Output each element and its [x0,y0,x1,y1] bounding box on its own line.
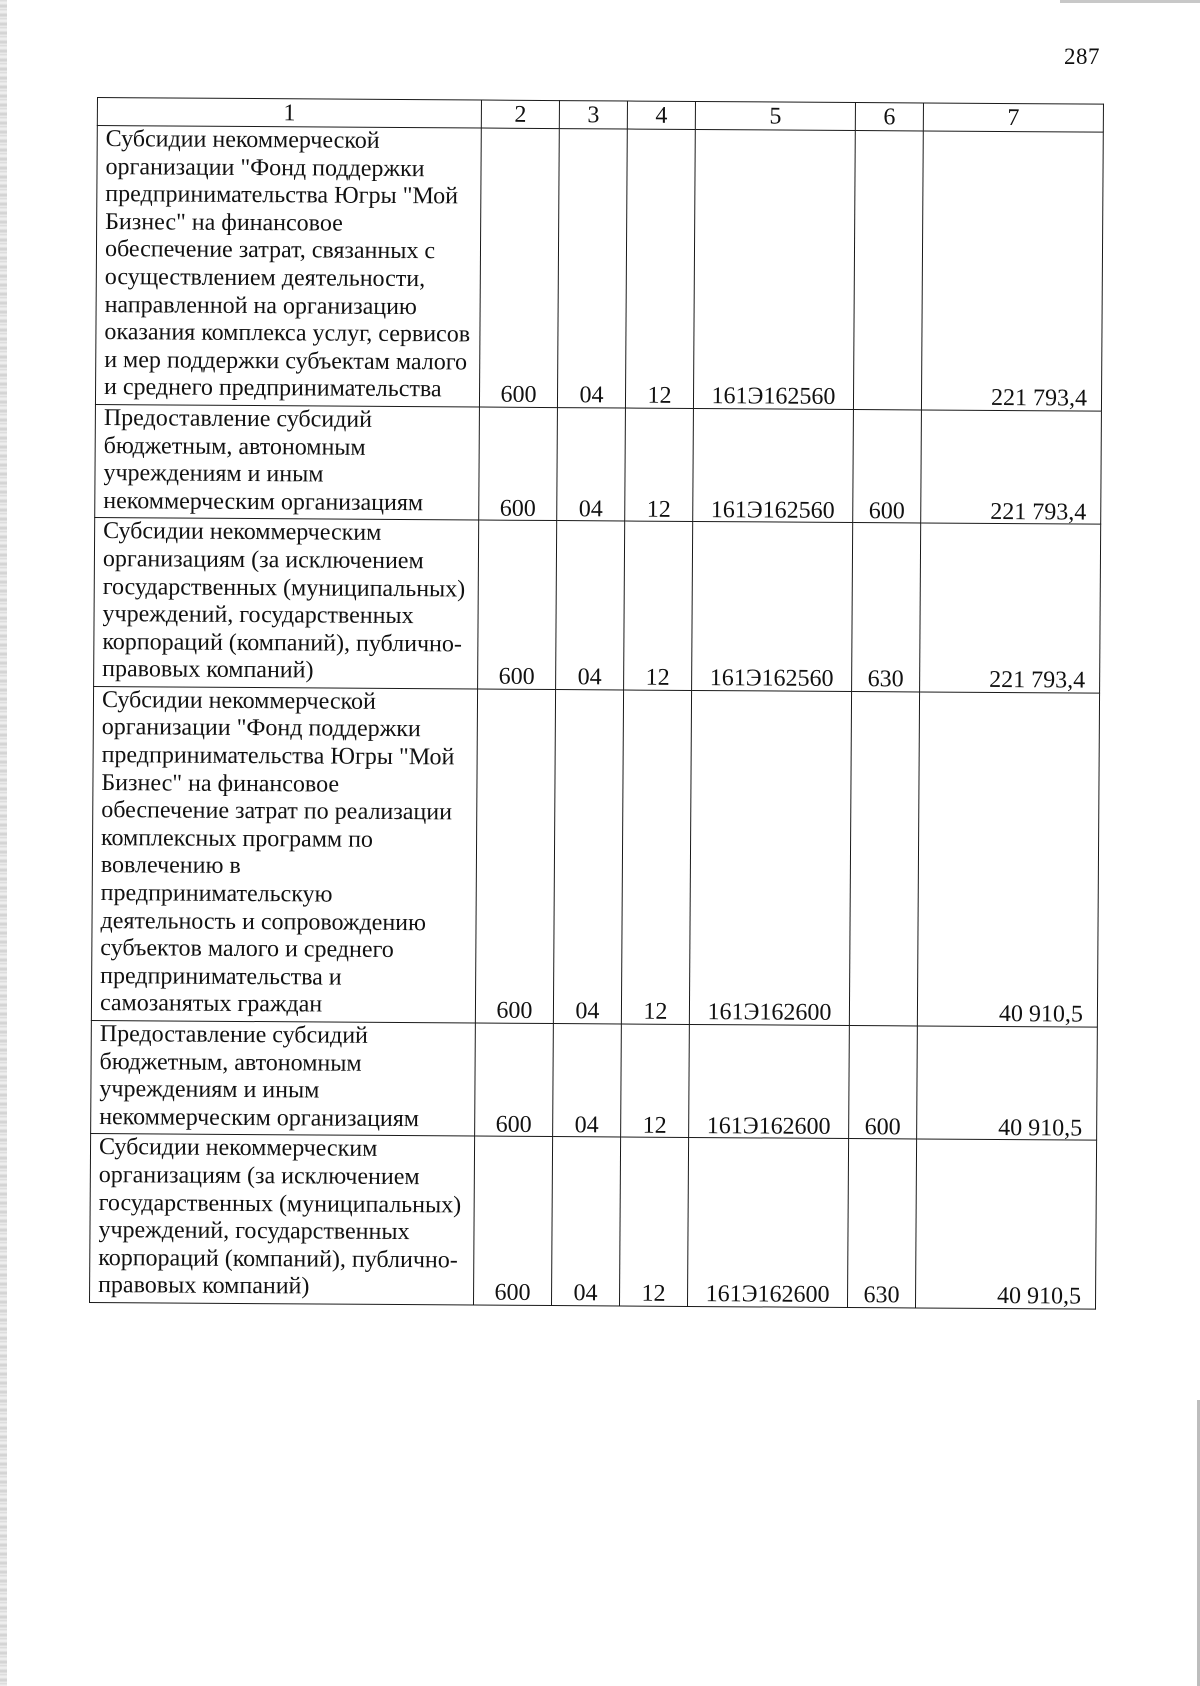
row-cell-2 [478,520,557,689]
row-cell-7-text: 221 793,4 [990,498,1087,526]
row-cell-2 [479,128,559,407]
row-cell-6 [853,409,922,523]
row-name-cell: Субсидии некоммерческой организации "Фонд поддержки предпринимательства Югры "Мой Бизнес" на финансовое обеспечение затрат по реализации комплексных программ по вовлечению в предпринимательскую деятельность и сопровождению субъектов малого и среднего предпринимательства и самозанятых граждан [91,686,477,1023]
row-cell-5 [689,690,851,1025]
row-cell-7-text: 221 793,4 [990,385,1088,412]
row-cell-4 [621,690,691,1025]
row-cell-3 [557,129,627,408]
row-cell-5 [687,1138,848,1308]
row-cell-5 [693,408,854,522]
row-cell-4-text: 12 [642,1112,667,1139]
table-row [94,518,1101,693]
page-number: 287 [1064,44,1100,69]
table-row [90,1134,1097,1309]
row-cell-5-text: 161Э162560 [711,383,836,411]
row-cell-6-text: 600 [864,1113,901,1141]
row-cell-4 [621,1024,690,1138]
scan-edge-top [1060,0,1200,3]
row-cell-5 [689,1024,850,1138]
header-cell: 7 [923,103,1103,132]
row-cell-3 [556,521,625,690]
row-cell-3-text: 04 [573,1280,598,1307]
table-row [91,1020,1098,1140]
row-cell-4 [619,1137,688,1306]
row-cell-7 [917,1026,1098,1141]
row-cell-7-text: 40 910,5 [998,1114,1083,1142]
row-cell-3-text: 04 [577,664,602,691]
row-cell-2-text: 600 [494,1280,531,1307]
row-cell-7-text: 40 910,5 [996,1283,1082,1310]
row-cell-3 [551,1137,620,1306]
table-row [95,126,1103,412]
scan-edge-left [0,0,7,1686]
row-cell-7 [915,1139,1096,1309]
header-cell: 1 [97,98,481,129]
row-cell-4-text: 12 [646,496,671,523]
row-cell-7 [920,523,1101,693]
row-cell-5-text: 161Э162560 [710,496,835,524]
header-cell: 6 [855,103,923,131]
row-cell-6-text: 600 [868,497,905,525]
row-cell-2-text: 600 [500,382,537,409]
row-cell-5-text: 161Э162560 [709,665,834,693]
row-cell-4 [625,408,694,522]
row-cell-7-text: 40 910,5 [998,1001,1084,1028]
row-name-cell: Предоставление субсидий бюджетным, автономным учреждениям и иным некоммерческим организациям [95,404,480,520]
header-cell: 2 [481,100,559,129]
row-cell-7 [917,692,1099,1027]
row-cell-5-text: 161Э162600 [707,999,832,1027]
row-cell-3 [553,689,623,1024]
row-cell-3-text: 04 [579,382,604,409]
header-cell: 4 [627,101,695,129]
row-cell-7 [921,410,1102,525]
row-name-cell: Субсидии некоммерческим организациям (за исключением государственных (муниципальных) учреждений, государственных корпораций (компаний), публично-правовых компаний) [94,518,479,689]
row-cell-2 [475,1023,554,1137]
row-cell-3-text: 04 [575,998,600,1025]
row-cell-2 [475,689,555,1024]
row-cell-2-text: 600 [498,663,535,691]
row-cell-6-text: 630 [867,666,904,693]
row-cell-5-text: 161Э162600 [706,1112,831,1140]
row-name-cell: Предоставление субсидий бюджетным, автономным учреждениям и иным некоммерческим организациям [91,1020,476,1136]
table-row [95,404,1102,524]
row-cell-6 [852,523,921,692]
row-cell-3-text: 04 [574,1111,599,1139]
table-row [91,686,1099,1027]
row-cell-3 [553,1024,622,1138]
row-cell-5-text: 161Э162600 [705,1281,830,1309]
row-cell-2-text: 600 [495,1111,532,1138]
row-cell-7 [921,131,1103,411]
row-cell-4-text: 12 [645,664,670,692]
row-cell-5 [693,129,855,409]
row-cell-5 [692,522,853,692]
row-cell-4-text: 12 [641,1280,666,1308]
row-cell-4-text: 12 [643,999,668,1026]
row-cell-3 [557,407,626,521]
row-cell-4 [625,129,695,408]
budget-table [89,97,1104,1310]
row-cell-2-text: 600 [496,998,533,1025]
row-cell-6 [853,131,923,410]
row-cell-2 [473,1136,552,1305]
row-cell-6 [847,1139,916,1308]
row-name-cell: Субсидии некоммерческой организации "Фонд поддержки предпринимательства Югры "Мой Бизнес" на финансовое обеспечение затрат, связанных с осуществлением деятельности, направленной на организацию оказания комплекса услуг, сервисов и мер поддержки субъектам малого и среднего предпринимательства [95,126,481,407]
row-cell-4-text: 12 [647,383,672,410]
row-cell-6 [849,1026,918,1140]
row-cell-6 [849,691,919,1026]
header-cell: 3 [559,101,627,129]
row-cell-6-text: 630 [863,1282,900,1309]
row-cell-7-text: 221 793,4 [989,667,1086,694]
row-name-cell: Субсидии некоммерческим организациям (за исключением государственных (муниципальных) учреждений, государственных корпораций (компаний), публично-правовых компаний) [90,1134,475,1305]
row-cell-2-text: 600 [499,495,536,522]
row-cell-3-text: 04 [578,495,603,523]
row-cell-2 [479,407,558,521]
header-cell: 5 [695,101,855,130]
row-cell-4 [624,521,693,690]
